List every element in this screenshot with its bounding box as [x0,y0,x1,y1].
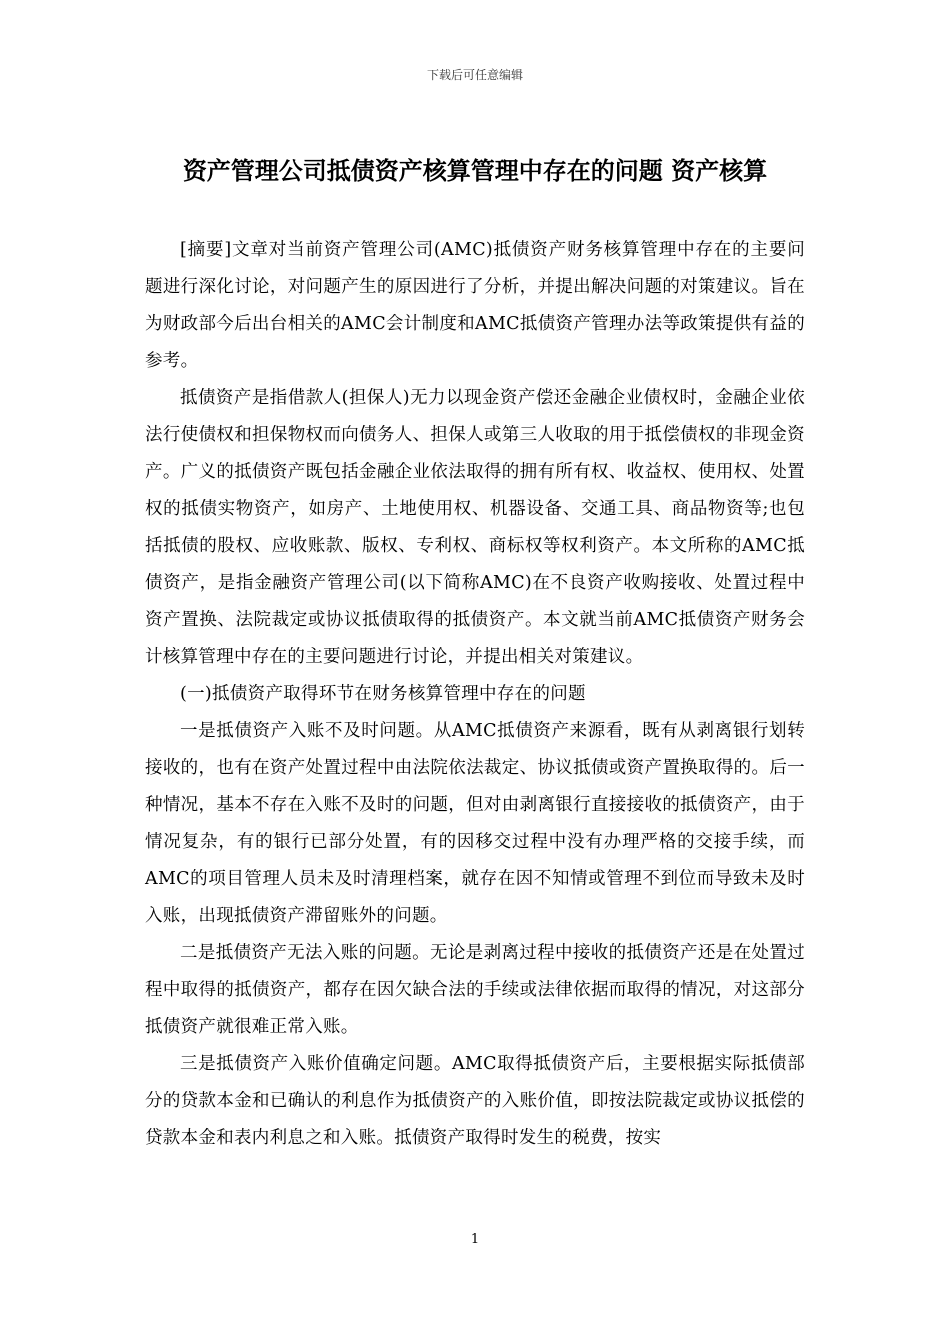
section-heading-1: (一)抵债资产取得环节在财务核算管理中存在的问题 [180,684,586,704]
page-header: 下载后可任意编辑 [426,68,523,82]
document-title: 资产管理公司抵债资产核算管理中存在的问题 资产核算 [182,157,768,185]
paragraph-abstract: [摘要]文章对当前资产管理公司(AMC)抵债资产财务核算管理中存在的主要问题进行深化讨论，对问题产生的原因进行了分析，并提出解决问题的对策建议。旨在为财政部今后出台相关的AMC会计制度和AMC抵债资产管理办法等政策提供有益的参考。 [145,240,805,371]
paragraph-issue-3: 三是抵债资产入账价值确定问题。AMC取得抵债资产后，主要根据实际抵债部分的贷款本金和已确认的利息作为抵债资产的入账价值，即按法院裁定或协议抵偿的贷款本金和表内利息之和入账。抵债资产取得时发生的税费，按实 [145,1054,805,1148]
paragraph-definition: 抵债资产是指借款人(担保人)无力以现金资产偿还金融企业债权时，金融企业依法行使债权和担保物权而向债务人、担保人或第三人收取的用于抵偿债权的非现金资产。广义的抵债资产既包括金融企业依法取得的拥有所有权、收益权、使用权、处置权的抵债实物资产，如房产、土地使用权、机器设备、交通工具、商品物资等;也包括抵债的股权、应收账款、版权、专利权、商标权等权利资产。本文所称的AMC抵债资产，是指金融资产管理公司(以下简称AMC)在不良资产收购接收、处置过程中资产置换、法院裁定或协议抵债取得的抵债资产。本文就当前AMC抵债资产财务会计核算管理中存在的主要问题进行讨论，并提出相关对策建议。 [145,388,805,667]
paragraph-issue-2: 二是抵债资产无法入账的问题。无论是剥离过程中接收的抵债资产还是在处置过程中取得的抵债资产，都存在因欠缺合法的手续或法律依据而取得的情况，对这部分抵债资产就很难正常入账。 [145,943,805,1037]
document-body [145,232,805,1157]
paragraph-issue-1: 一是抵债资产入账不及时问题。从AMC抵债资产来源看，既有从剥离银行划转接收的，也有在资产处置过程中由法院依法裁定、协议抵债或资产置换取得的。后一种情况，基本不存在入账不及时的问题，但对由剥离银行直接接收的抵债资产，由于情况复杂，有的银行已部分处置，有的因移交过程中没有办理严格的交接手续，而AMC的项目管理人员未及时清理档案，就存在因不知情或管理不到位而导致未及时入账，出现抵债资产滞留账外的问题。 [145,721,805,926]
page-number: 1 [470,1232,480,1247]
